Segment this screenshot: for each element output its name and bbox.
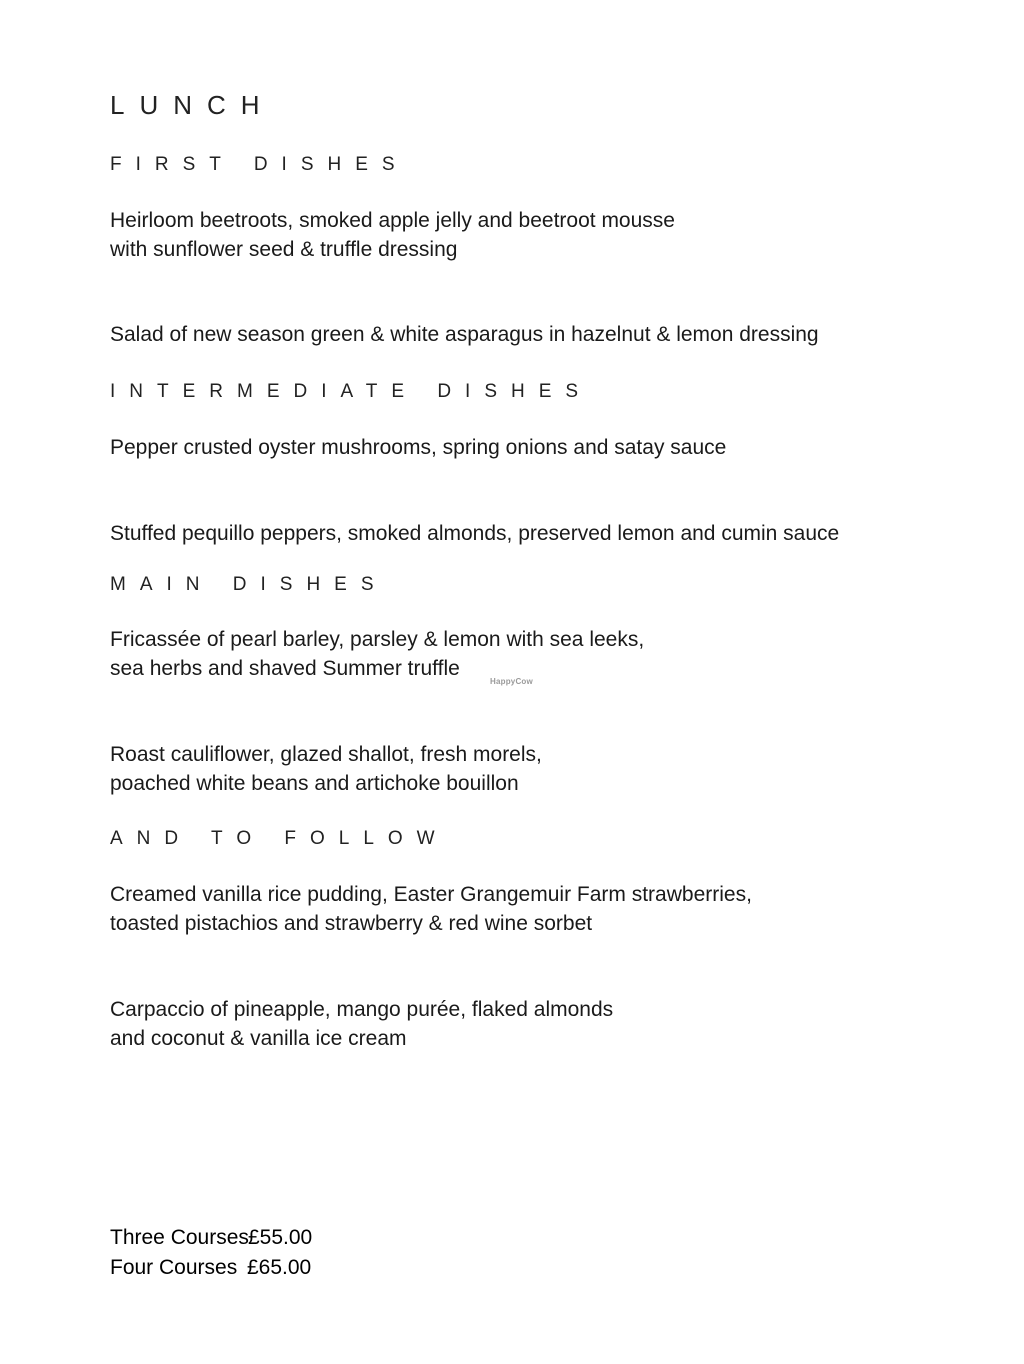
menu-item — [110, 880, 752, 938]
menu-item-line: Fricassée of pearl barley, parsley & lemon with sea leeks, — [110, 628, 645, 651]
menu-item — [110, 740, 542, 798]
price-value: £65.00 — [247, 1256, 312, 1279]
menu-item-line: sea herbs and shaved Summer truffle — [110, 657, 460, 680]
menu-item-line: Pepper crusted oyster mushrooms, spring onions and satay sauce — [110, 436, 727, 459]
price-label: Three Courses — [110, 1226, 249, 1249]
menu-item-line: Stuffed pequillo peppers, smoked almonds, preserved lemon and cumin sauce — [110, 522, 840, 545]
menu-item-line: Salad of new season green & white asparagus in hazelnut & lemon dressing — [110, 323, 819, 346]
price-value: £55.00 — [248, 1226, 313, 1249]
section-heading-and-to-follow: AND TO FOLLOW — [110, 828, 449, 849]
section-heading-first-dishes: FIRST DISHES — [110, 154, 409, 175]
section-heading-intermediate-dishes: INTERMEDIATE DISHES — [110, 381, 593, 402]
menu-item — [110, 433, 726, 462]
menu-item — [110, 320, 819, 349]
menu-item-line: poached white beans and artichoke bouillon — [110, 772, 519, 795]
menu-item — [110, 206, 675, 264]
menu-item-line: Roast cauliflower, glazed shallot, fresh morels, — [110, 743, 542, 766]
menu-item-line: with sunflower seed & truffle dressing — [110, 238, 458, 261]
section-heading-main-dishes: MAIN DISHES — [110, 574, 388, 595]
menu-title: LUNCH — [110, 90, 275, 120]
happycow-watermark: HappyCow — [490, 677, 533, 686]
menu-item — [110, 625, 644, 683]
menu-item-line: toasted pistachios and strawberry & red wine sorbet — [110, 912, 593, 935]
menu-item-line: Creamed vanilla rice pudding, Easter Grangemuir Farm strawberries, — [110, 883, 752, 906]
menu-item — [110, 995, 613, 1053]
menu-item — [110, 519, 839, 548]
price-row-four-courses — [110, 1256, 311, 1280]
price-label: Four Courses — [110, 1256, 238, 1279]
menu-item-line: and coconut & vanilla ice cream — [110, 1027, 407, 1050]
price-row-three-courses — [110, 1226, 312, 1250]
menu-item-line: Carpaccio of pineapple, mango purée, flaked almonds — [110, 998, 614, 1021]
menu-item-line: Heirloom beetroots, smoked apple jelly and beetroot mousse — [110, 209, 675, 232]
